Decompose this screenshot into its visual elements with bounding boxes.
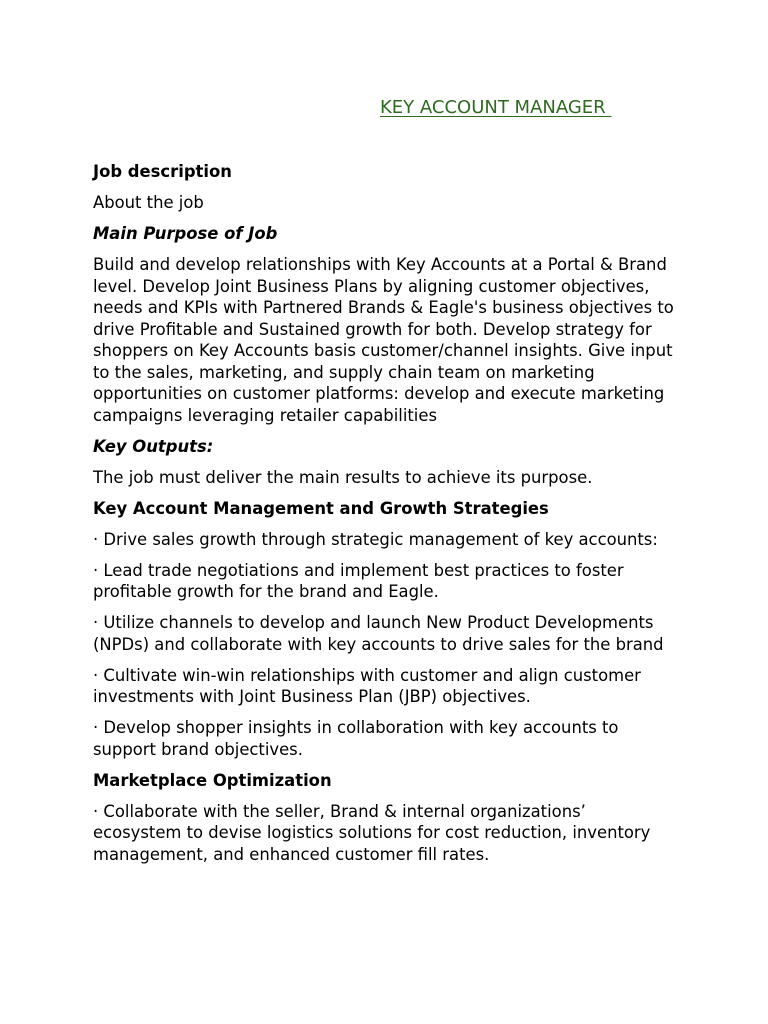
marketplace-section-heading: Marketplace Optimization [93,770,332,790]
document-body [93,161,678,875]
main-purpose-heading: Main Purpose of Job [93,224,278,243]
kam-bullet-item: · Lead trade negotiations and implement best practices to foster profitable growth for the brand and Eagle. [93,560,624,601]
job-description-heading: Job description [93,162,232,181]
marketplace-bullet-item: · Collaborate with the seller, Brand & internal organizations’ ecosystem to devise logistics solutions for cost reduction, inventory management, and enhanced customer fill rates. [93,801,651,864]
kam-bullet-item: · Drive sales growth through strategic management of key accounts: [93,529,658,549]
about-job-label: About the job [93,193,204,212]
main-purpose-paragraph: Build and develop relationships with Key Accounts at a Portal & Brand level. Develop Joint Business Plans by aligning customer objectives, needs and KPIs with Partnered Brands & Eagle's business objectives to drive Profitable and Sustained growth for both. Develop strategy for shoppers on Key Accounts basis customer/channel insights. Give input to the sales, marketing, and supply chain team on marketing opportunities on customer platforms: develop and execute marketing campaigns leveraging retailer capabilities [93,255,674,425]
kam-bullet-item: · Develop shopper insights in collaboration with key accounts to support brand objectives. [93,718,619,759]
kam-bullet-item: · Utilize channels to develop and launch New Product Developments (NPDs) and collaborate with key accounts to drive sales for the brand [93,613,664,654]
document-title: KEY ACCOUNT MANAGER [380,97,612,118]
kam-section-heading: Key Account Management and Growth Strategies [93,498,549,518]
kam-bullet-item: · Cultivate win-win relationships with customer and align customer investments with Joint Business Plan (JBP) objectives. [93,665,641,706]
key-outputs-paragraph: The job must deliver the main results to achieve its purpose. [93,467,593,487]
key-outputs-heading: Key Outputs: [93,436,214,456]
